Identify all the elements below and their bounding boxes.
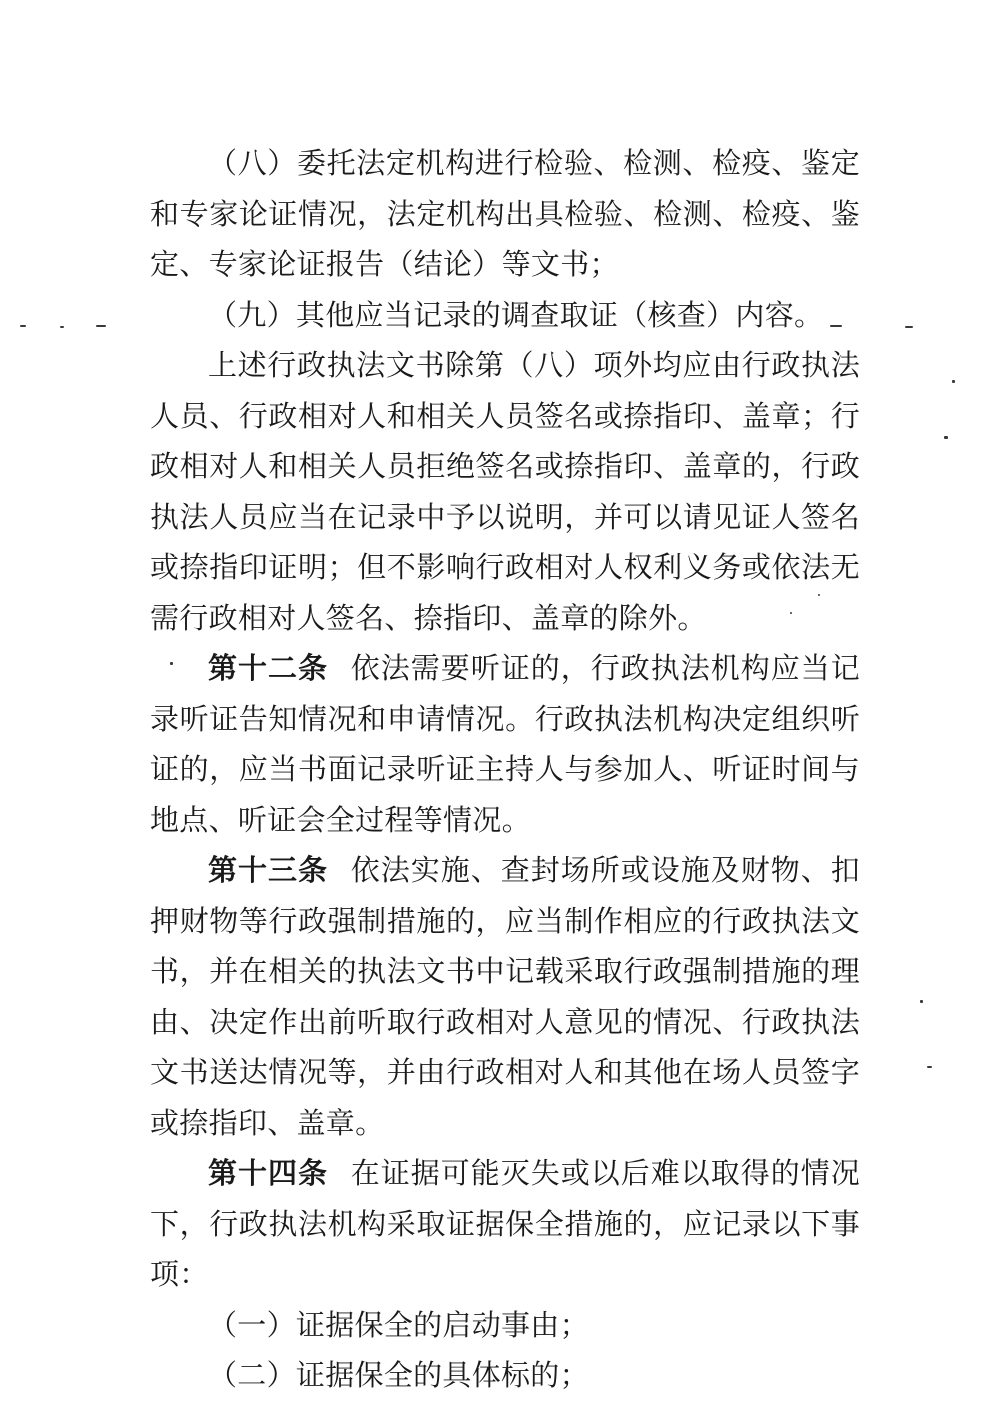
item-two-paragraph <box>150 1350 860 1401</box>
item-nine-text: （九）其他应当记录的调查取证（核查）内容。 <box>208 297 824 332</box>
document-body <box>150 138 860 1401</box>
signature-requirement-paragraph <box>150 340 860 643</box>
scan-speck <box>96 325 106 327</box>
article-14-heading: 第十四条 <box>208 1156 328 1190</box>
item-one-paragraph <box>150 1300 860 1351</box>
scan-speck <box>905 326 913 328</box>
article-12-text: 依法需要听证的，行政执法机构应当记录听证告知情况和申请情况。行政执法机构决定组织听证的，应当书面记录听证主持人与参加人、听证时间与地点、听证会全过程等情况。 <box>150 651 860 837</box>
scan-speck <box>944 436 948 439</box>
scan-speck <box>920 1000 923 1003</box>
signature-requirement-text: 上述行政执法文书除第（八）项外均应由行政执法人员、行政相对人和相关人员签名或捺指印、盖章；行政相对人和相关人员拒绝签名或捺指印、盖章的，行政执法人员应当在记录中予以说明，并可以请见证人签名或捺指印证明；但不影响行政相对人权利义务或依法无需行政相对人签名、捺指印、盖章的除外。 <box>150 348 860 635</box>
article-14-text: 在证据可能灭失或以后难以取得的情况下，行政执法机构采取证据保全措施的，应记录以下事项： <box>150 1156 860 1291</box>
article-14-paragraph <box>150 1148 860 1300</box>
item-eight-paragraph <box>150 138 860 290</box>
scan-speck <box>60 326 64 328</box>
item-one-text: （一）证据保全的启动事由； <box>208 1307 589 1342</box>
article-13-text: 依法实施、查封场所或设施及财物、扣押财物等行政强制措施的，应当制作相应的行政执法文书，并在相关的执法文书中记载采取行政强制措施的理由、决定作出前听取行政相对人意见的情况、行政执法文书送达情况等，并由行政相对人和其他在场人员签字或捺指印、盖章。 <box>150 853 860 1140</box>
article-12-heading: 第十二条 <box>208 651 328 685</box>
scan-speck <box>20 325 26 327</box>
item-eight-text: （八）委托法定机构进行检验、检测、检疫、鉴定和专家论证情况，法定机构出具检验、检测、检疫、鉴定、专家论证报告（结论）等文书； <box>150 146 860 281</box>
article-13-heading: 第十三条 <box>208 853 328 887</box>
article-12-paragraph <box>150 643 860 845</box>
scan-speck <box>952 380 955 383</box>
item-two-text: （二）证据保全的具体标的； <box>208 1358 589 1392</box>
article-13-paragraph <box>150 845 860 1148</box>
scan-speck <box>927 1066 932 1068</box>
item-nine-paragraph <box>150 290 860 341</box>
